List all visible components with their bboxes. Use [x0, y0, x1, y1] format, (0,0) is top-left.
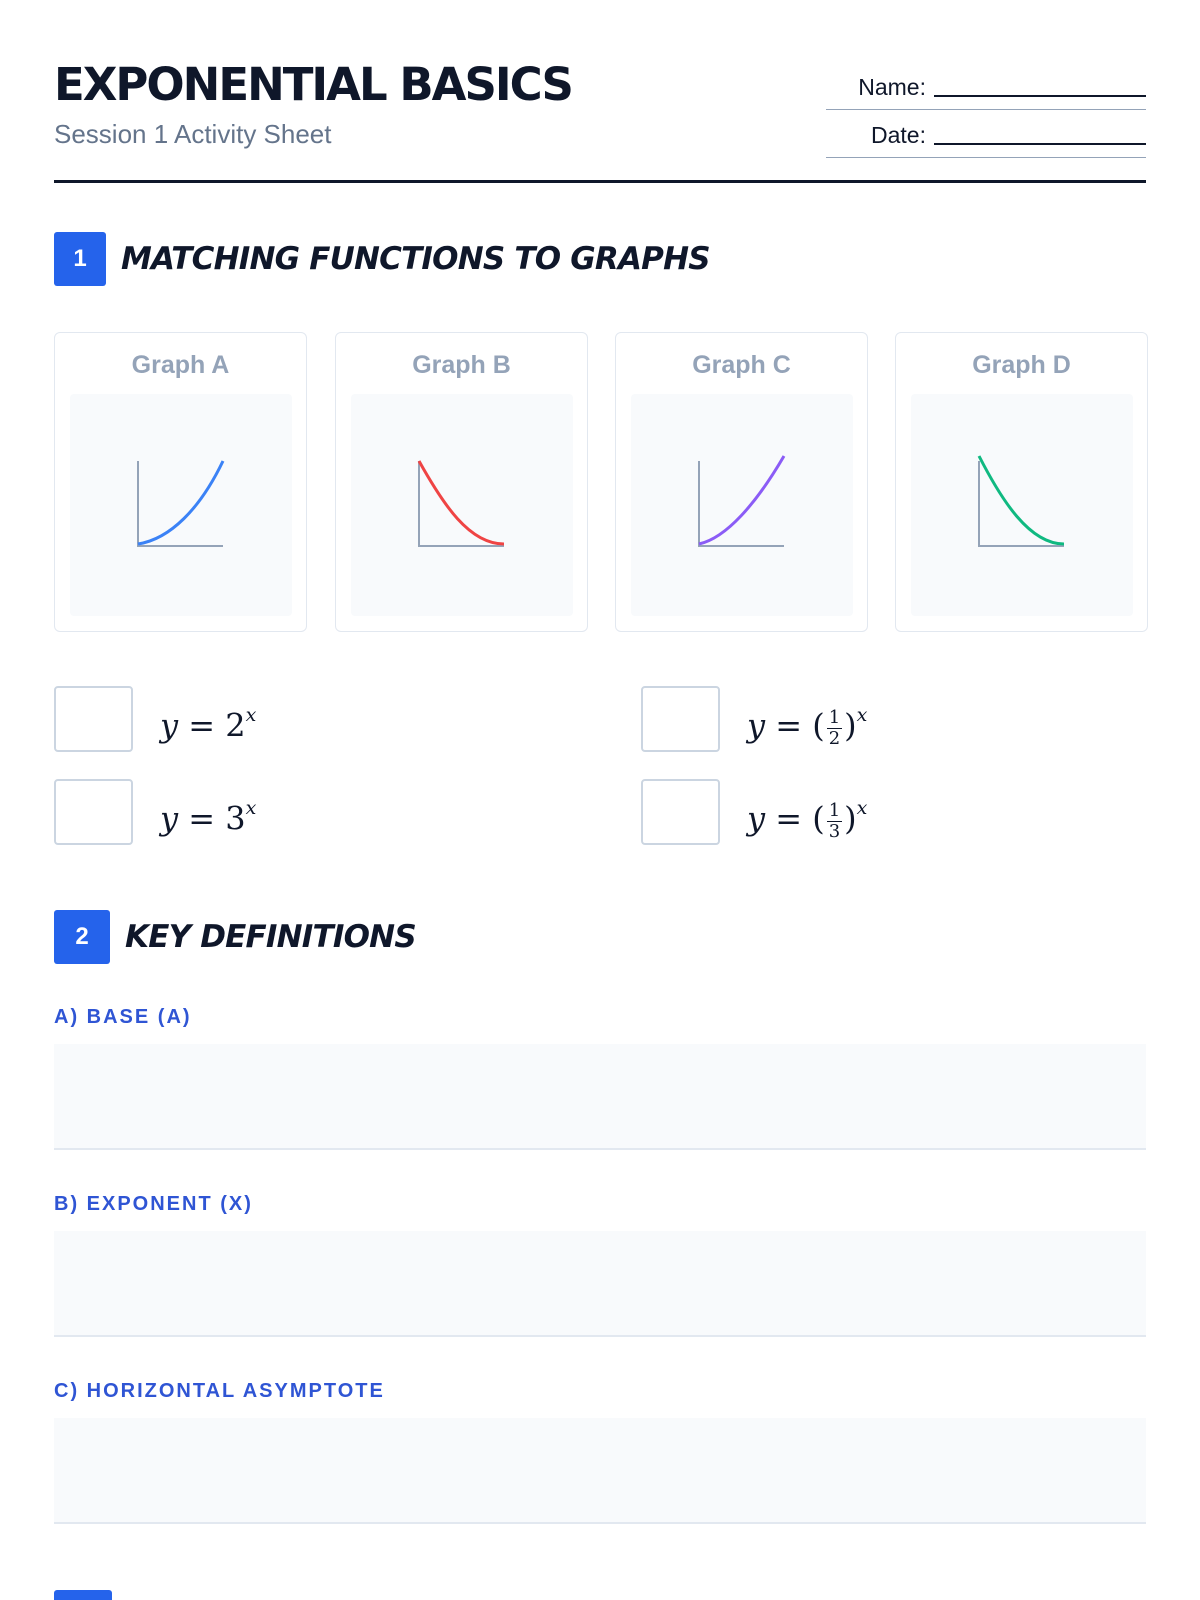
graph-cards [54, 332, 1146, 632]
graph-a-plot [70, 394, 292, 616]
graph-c-curve-icon [631, 394, 853, 616]
graph-d-label: Graph D [972, 351, 1071, 379]
graph-card-a [54, 332, 307, 632]
graph-b-plot [351, 394, 573, 616]
graph-d-curve-icon [911, 394, 1133, 616]
graph-b-curve-icon [351, 394, 573, 616]
date-blank[interactable] [934, 119, 1146, 145]
definition-label-exponent: B) EXPONENT (X) [54, 1193, 253, 1215]
section-2-number: 2 [54, 910, 110, 964]
definition-answer-asymptote[interactable] [54, 1418, 1146, 1524]
section-1-title: MATCHING FUNCTIONS TO GRAPHS [121, 241, 710, 277]
answer-box[interactable] [641, 686, 720, 752]
definition-label-asymptote: C) HORIZONTAL ASYMPTOTE [54, 1380, 385, 1402]
graph-a-curve-icon [70, 394, 292, 616]
graph-a-curve [138, 461, 223, 544]
graph-d-curve [979, 456, 1064, 544]
date-label: Date: [871, 122, 926, 148]
date-field[interactable] [826, 112, 1146, 158]
definition-label-base: A) BASE (A) [54, 1006, 192, 1028]
graph-b-curve [419, 461, 504, 544]
graph-card-d [895, 332, 1148, 632]
function-formula: y = 3$^x$ [160, 797, 257, 838]
page-title: EXPONENTIAL BASICS [54, 58, 572, 111]
name-blank[interactable] [934, 71, 1146, 97]
match-item-half-x [641, 686, 1141, 752]
definition-answer-exponent[interactable] [54, 1231, 1146, 1337]
name-label: Name: [858, 74, 926, 100]
graph-card-b [335, 332, 588, 632]
name-field[interactable] [826, 64, 1146, 110]
page-subtitle: Session 1 Activity Sheet [54, 119, 332, 149]
section-3-number-partial [54, 1590, 112, 1600]
graph-a-label: Graph A [131, 351, 230, 379]
matching-answers [54, 686, 1146, 846]
section-2-title: KEY DEFINITIONS [125, 919, 416, 955]
graph-c-plot [631, 394, 853, 616]
graph-d-plot [911, 394, 1133, 616]
header-divider [54, 180, 1146, 183]
match-item-3x [54, 779, 554, 845]
answer-box[interactable] [54, 686, 133, 752]
function-formula: y = 2$^x$ [160, 704, 257, 745]
answer-box[interactable] [641, 779, 720, 845]
graph-card-c [615, 332, 868, 632]
graph-c-curve [699, 456, 784, 544]
match-item-2x [54, 686, 554, 752]
definition-answer-base[interactable] [54, 1044, 1146, 1150]
section-1-number: 1 [54, 232, 106, 286]
graph-c-label: Graph C [692, 351, 791, 379]
worksheet-header [54, 54, 1146, 184]
match-item-third-x [641, 779, 1141, 845]
function-formula: y = ( $\frac{1}{2}$ )$^x$ [747, 704, 868, 749]
graph-b-label: Graph B [412, 351, 511, 379]
function-formula: y = ( $\frac{1}{3}$ )$^x$ [747, 797, 868, 842]
answer-box[interactable] [54, 779, 133, 845]
